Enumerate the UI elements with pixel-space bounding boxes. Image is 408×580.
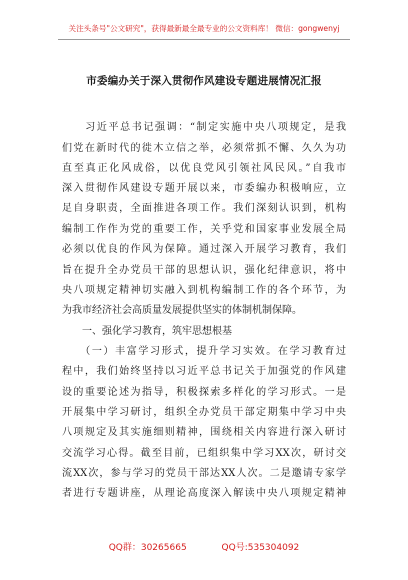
- body-line: 开展集中学习研讨，组织全办党员干部定期集中学习中央: [62, 407, 346, 418]
- body-line: 八项规定及其实施细则精神，围绕相关内容进行深入研讨: [62, 427, 346, 438]
- footer-qq-group: QQ群：30265665: [108, 543, 187, 553]
- document-title: 市委编办关于深入贯彻作风建设专题进展情况汇报: [86, 75, 322, 87]
- footer-qq-number: QQ号:535304092: [221, 543, 300, 553]
- body-line: 习近平总书记强调：“制定实施中央八项规定，是我: [62, 122, 346, 133]
- body-line: 足自身职责，全面推进各项工作。我们深刻认识到，机构: [62, 203, 346, 214]
- body-line: 深入贯彻作风建设专题开展以来，市委编办积极响应，立: [62, 183, 346, 194]
- header-divider: [58, 39, 350, 40]
- body-line: 旨在提升全办党员干部的思想认识，强化纪律意识，将中: [62, 265, 346, 276]
- body-line: 程中，我们始终坚持以习近平总书记关于加强党的作风建: [62, 366, 346, 377]
- footer-contact: [0, 540, 408, 553]
- body-line: 央八项规定精神切实融入到机构编制工作的各个环节，为: [62, 285, 346, 296]
- body-line: 直至真正化风成俗，以优良党风引领社风民风。”自我市: [62, 163, 346, 174]
- body-line: 们党在新时代的徙木立信之举，必须常抓不懈、久久为功: [62, 143, 346, 154]
- body-line: 必须以优良的作风为保障。通过深入开展学习教育，我们: [62, 244, 346, 255]
- body-line: 为我市经济社会高质量发展提供坚实的体制机制保障。: [62, 305, 302, 316]
- header-promo-note: 关注头条号"公文研究"，获得最新最全最专业的公文资料库！ 微信：gongwenyj: [68, 24, 340, 33]
- body-line: 者进行专题讲座，从理论高度深入解读中央八项规定精神: [62, 488, 346, 499]
- body-line: 交流学习心得。截至目前，已组织集中学习XX次，研讨交: [62, 448, 346, 459]
- body-line: 流XX次，参与学习的党员干部达XX人次。二是邀请专家学: [62, 468, 346, 479]
- body-line: 设的重要论述为指导，积极探索多样化的学习形式。一是: [62, 387, 346, 398]
- body-line: 编制工作作为党的重要工作，关乎党和国家事业发展全局: [62, 224, 346, 235]
- body-line: （一）丰富学习形式，提升学习实效。在学习教育过: [62, 346, 346, 357]
- section-heading: 一、强化学习教育，筑牢思想根基: [62, 326, 232, 337]
